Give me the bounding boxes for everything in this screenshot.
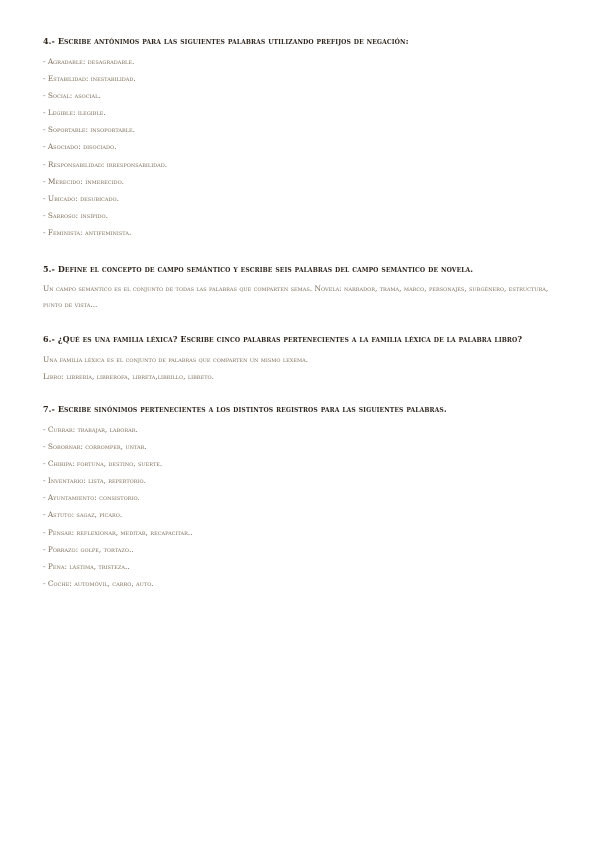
list-item: - Sobornar: corromper, untar. [43, 442, 147, 452]
list-item: - Responsabilidad: irresponsabilidad. [43, 159, 168, 169]
synonyms-list [43, 421, 447, 592]
list-item: - Porrazo: golpe, tortazo.. [43, 544, 134, 554]
list-item: - Astuto: sagaz, pícaro. [43, 510, 123, 520]
list-item: - Ayuntamiento: consistorio. [43, 493, 140, 503]
question-6-title: 6.- ¿Qué es una familia léxica? Escribe cinco palabras pertenecientes a la familia léxica de la palabra libro? [43, 334, 523, 344]
list-item: - Pensar: reflexionar, meditar, recapacitar.. [43, 527, 193, 537]
question-6-definition: Una familia léxica es el conjunto de palabras que comparten un mismo lexema. [43, 355, 309, 364]
question-7 [43, 404, 447, 592]
list-item: - Currar: trabajar, laborar. [43, 425, 138, 434]
list-item: - Pena: lástima, tristeza.. [43, 561, 130, 571]
list-item: - Social: asocial. [43, 91, 101, 101]
list-item: - Soportable: insoportable. [43, 125, 135, 135]
list-item: - Sabroso: insípido. [43, 210, 108, 220]
list-item: - Asociado: disociado. [43, 142, 117, 152]
question-5-answer: Un campo semántico es el conjunto de todas las palabras que comparten semas. Novela: narrador, trama, marco, personajes, subgénero, estructura, punto de vista... [43, 284, 549, 309]
list-item: - Coche: automóvil, carro, auto. [43, 578, 154, 588]
list-item: - Ubicado: desubicado. [43, 193, 119, 203]
list-item: - Feminista: antifeminista. [43, 227, 132, 237]
list-item: - Legible: ilegible. [43, 108, 106, 118]
question-5-title: 5.- Define el concepto de campo semántico y escribe seis palabras del campo semántico de novela. [43, 264, 474, 274]
question-6-word-family: Libro: librería, librerofa, libreta,librillo, libreto. [43, 372, 215, 382]
question-7-title: 7.- Escribe sinónimos pertenecientes a los distintos registros para las siguientes palabras. [43, 404, 447, 414]
list-item: - Chiripa: fortuna, destino, suerte. [43, 459, 163, 469]
list-item: - Merecido: inmerecido. [43, 176, 125, 186]
list-item: - Inventario: lista, repertorio. [43, 476, 146, 486]
list-item: - Agradable: desagradable. [43, 57, 135, 66]
list-item: - Estabilidad: inestabilidad. [43, 74, 136, 84]
question-5 [43, 264, 563, 313]
question-6 [43, 334, 522, 385]
question-4 [43, 36, 409, 241]
antonyms-list [43, 53, 409, 241]
question-4-title: 4.- Escribe antónimos para las siguientes palabras utilizando prefijos de negación: [43, 36, 409, 46]
